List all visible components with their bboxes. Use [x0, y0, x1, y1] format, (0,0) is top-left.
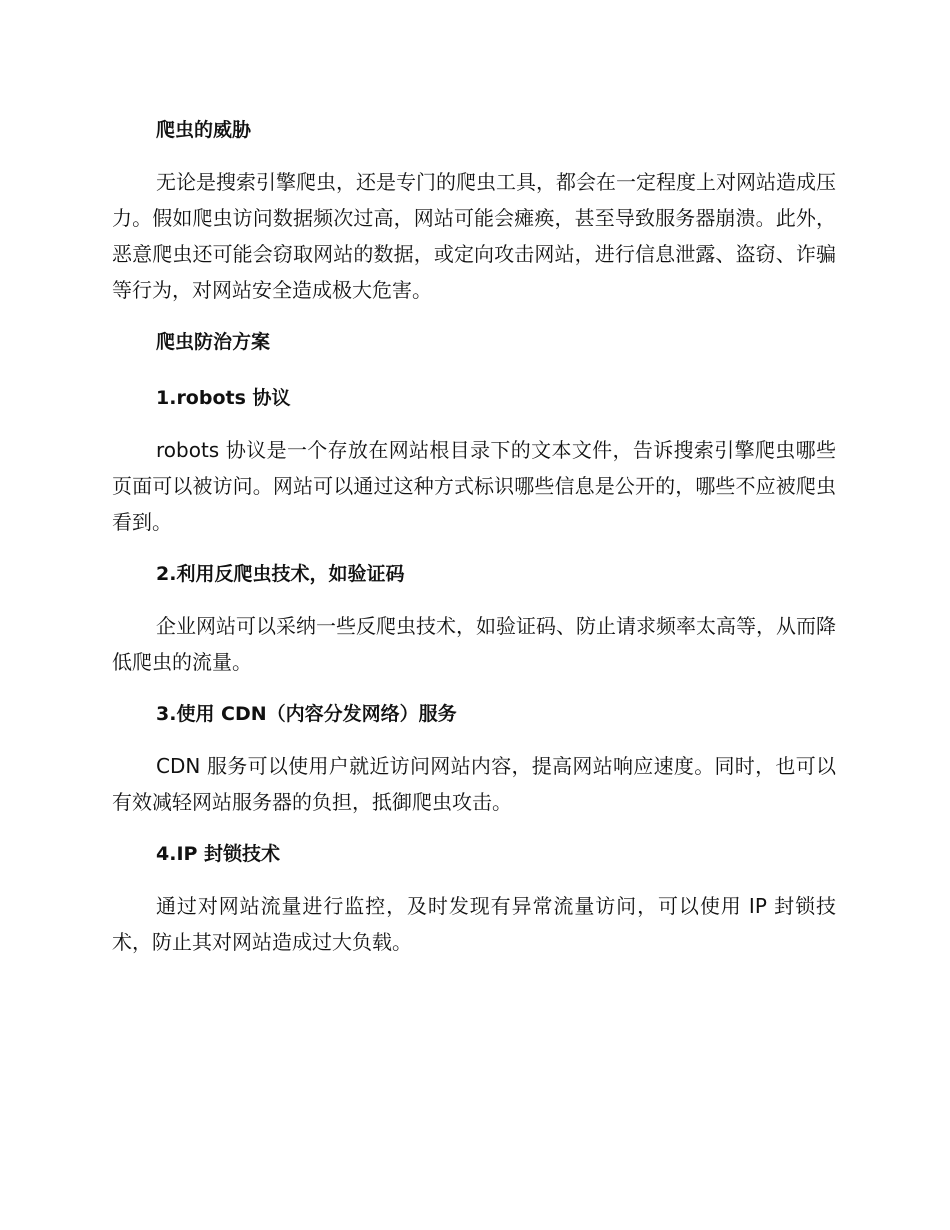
section-heading-robots: 1.robots 协议	[156, 387, 291, 409]
section-heading-anti-crawler: 2.利用反爬虫技术，如验证码	[156, 563, 405, 585]
section-paragraph-anti-crawler: 企业网站可以采纳一些反爬虫技术，如验证码、防止请求频率太高等，从而降低爬虫的流量。	[112, 614, 836, 674]
section-heading-threat: 爬虫的威胁	[156, 119, 252, 141]
section-paragraph-threat: 无论是搜索引擎爬虫，还是专门的爬虫工具，都会在一定程度上对网站造成压力。假如爬虫访问数据频次过高，网站可能会瘫痪，甚至导致服务器崩溃。此外，恶意爬虫还可能会窃取网站的数据，或定向攻击网站，进行信息泄露、盗窃、诈骗等行为，对网站安全造成极大危害。	[112, 170, 836, 302]
section-paragraph-cdn: CDN 服务可以使用户就近访问网站内容，提高网站响应速度。同时，也可以有效减轻网站服务器的负担，抵御爬虫攻击。	[112, 754, 836, 814]
section-paragraph-robots: robots 协议是一个存放在网站根目录下的文本文件，告诉搜索引擎爬虫哪些页面可以被访问。网站可以通过这种方式标识哪些信息是公开的，哪些不应被爬虫看到。	[112, 438, 836, 534]
section-heading-solutions: 爬虫防治方案	[156, 331, 271, 353]
section-paragraph-ip-block: 通过对网站流量进行监控，及时发现有异常流量访问，可以使用 IP 封锁技术，防止其对网站造成过大负载。	[112, 894, 836, 954]
section-heading-ip-block: 4.IP 封锁技术	[156, 843, 281, 865]
section-heading-cdn: 3.使用 CDN（内容分发网络）服务	[156, 703, 457, 725]
document-page	[112, 112, 836, 960]
